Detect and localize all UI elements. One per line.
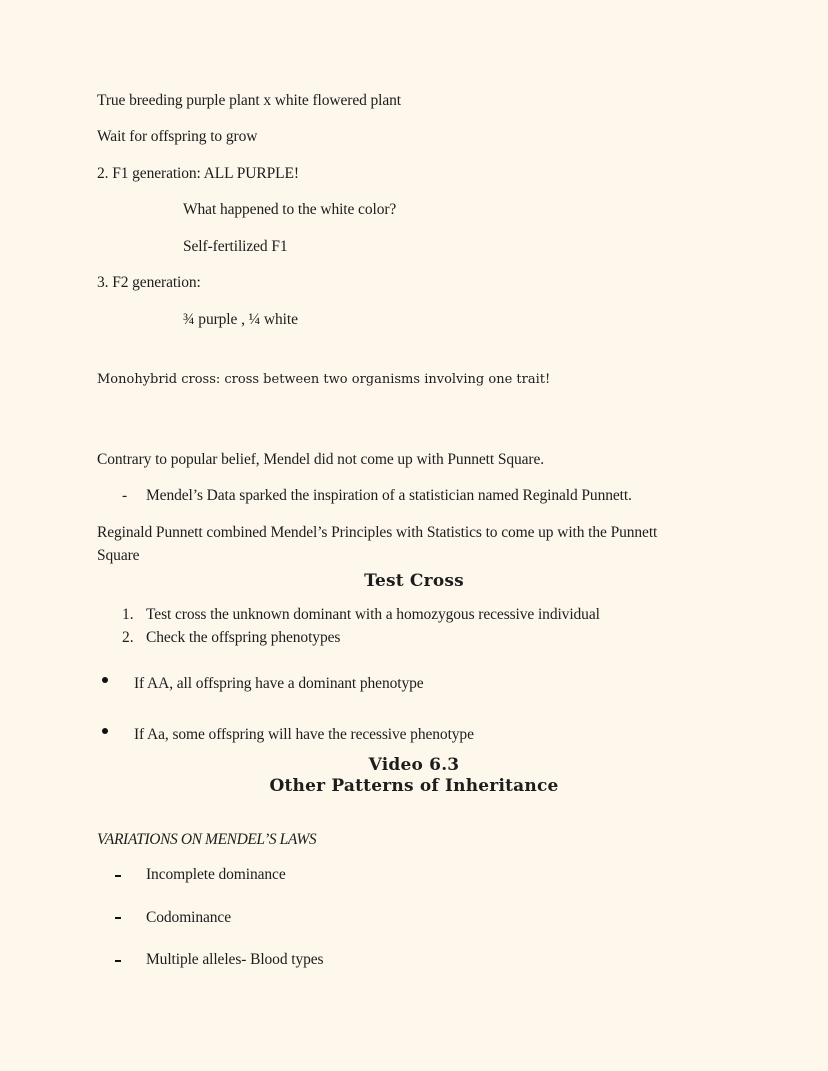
punnett-belief: Contrary to popular belief, Mendel did not come up with Punnett Square. xyxy=(97,451,545,468)
f2-ratio: ¾ purple , ¼ white xyxy=(183,311,298,328)
variation-item: Codominance xyxy=(146,909,231,926)
punnett-sub-point: Mendel’s Data sparked the inspiration of a statistician named Reginald Punnett. xyxy=(146,487,632,504)
punnett-combined-line-1: Reginald Punnett combined Mendel’s Principles with Statistics to come up with the Punnett xyxy=(97,524,658,541)
dash-marker: - xyxy=(122,487,128,504)
monohybrid-definition: Monohybrid cross: cross between two organisms involving one trait! xyxy=(97,372,551,387)
video-heading-line-1: Video 6.3 xyxy=(368,755,460,775)
outcome-text: If Aa, some offspring will have the recessive phenotype xyxy=(134,726,474,743)
test-cross-heading: Test Cross xyxy=(364,571,464,591)
step-text: Test cross the unknown dominant with a homozygous recessive individual xyxy=(146,606,600,623)
bullet-icon xyxy=(102,728,108,734)
bullet-icon xyxy=(102,677,108,683)
punnett-combined-line-2: Square xyxy=(97,547,140,564)
outcome-text: If AA, all offspring have a dominant phenotype xyxy=(134,675,424,692)
variation-item: Multiple alleles- Blood types xyxy=(146,951,324,968)
f1-generation-label: 2. F1 generation: ALL PURPLE! xyxy=(97,165,299,182)
video-heading-line-2: Other Patterns of Inheritance xyxy=(269,776,559,796)
dash-icon xyxy=(115,875,121,877)
step-number: 1. xyxy=(122,606,134,623)
step-number: 2. xyxy=(122,629,134,646)
dash-icon xyxy=(115,917,121,919)
wait-line: Wait for offspring to grow xyxy=(97,128,258,145)
f2-generation-label: 3. F2 generation: xyxy=(97,274,201,291)
dash-icon xyxy=(115,960,121,962)
step-text: Check the offspring phenotypes xyxy=(146,629,341,646)
variation-item: Incomplete dominance xyxy=(146,866,286,883)
cross-description: True breeding purple plant x white flowered plant xyxy=(97,92,402,109)
f1-question: What happened to the white color? xyxy=(183,201,397,218)
variations-subheading: VARIATIONS ON MENDEL’S LAWS xyxy=(97,831,317,848)
self-fertilized-line: Self-fertilized F1 xyxy=(183,238,288,255)
